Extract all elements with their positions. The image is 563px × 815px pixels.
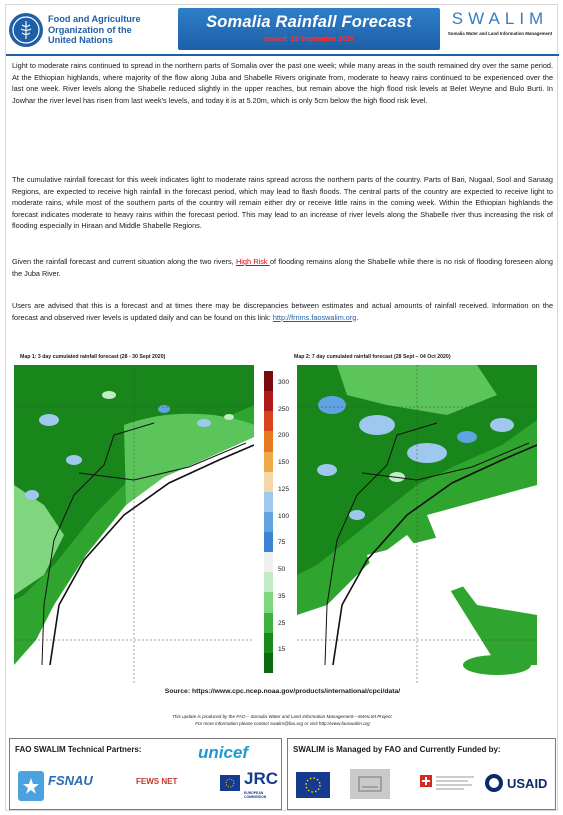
advisory-end: . <box>356 312 359 322</box>
colorbar-label: 200 <box>278 432 290 440</box>
colorbar-label: 100 <box>278 512 290 520</box>
map2-title: Map 2: 7 day cumulated rainfall forecast (28 Sept – 04 Oct 2020) <box>294 354 451 360</box>
colorbar-swatch <box>264 572 273 593</box>
partners-box <box>9 738 282 810</box>
colorbar-label: 150 <box>278 459 290 467</box>
colorbar-label: 125 <box>278 485 290 493</box>
colorbar-swatch <box>264 532 273 553</box>
colorbar-swatch <box>264 512 273 533</box>
fao-emblem-icon <box>9 13 43 47</box>
risk-text: Given the rainfall forecast and current situation along the two rivers, <box>12 257 236 266</box>
colorbar-swatch <box>264 653 273 674</box>
unicef-logo: unicef <box>198 743 249 762</box>
funder-seal-icon <box>350 769 390 799</box>
colorbar-swatch <box>264 431 273 452</box>
eu-flag-icon <box>296 772 330 798</box>
advisory-text: Users are advised that this is a forecast and at times there may be discrepancies between estimates and actual amounts of rainfall received. Information on the forecast and observed river levels is updated daily and can be found on this link: <box>12 301 553 322</box>
colorbar-swatch <box>264 492 273 513</box>
colorbar-label: 15 <box>278 646 286 654</box>
footnote-line: This update is produced by the FAO – Somalia Water and Land Information Management—SWALIM Project. <box>172 714 393 719</box>
fao-name-line: Organization of the <box>48 24 132 35</box>
usaid-seal-icon <box>484 773 504 793</box>
colorbar-swatch <box>264 452 273 473</box>
colorbar-swatch <box>264 472 273 493</box>
frrims-link[interactable]: http://frrims.faoswalim.org <box>272 312 357 322</box>
page-title: Somalia Rainfall Forecast <box>206 13 412 31</box>
fewsnet-logo: FEWS NET <box>136 777 178 786</box>
title-banner <box>178 8 440 50</box>
high-risk-label: High Risk <box>236 257 270 266</box>
swalim-subtitle: Somalia Water and Land Information Management <box>447 31 553 36</box>
colorbar-label: 25 <box>278 619 286 627</box>
somalia-emblem-icon <box>18 771 44 801</box>
header <box>6 5 559 55</box>
bulletin-page <box>5 4 558 811</box>
header-divider <box>6 54 559 56</box>
fao-name-line: Food and Agriculture <box>48 14 141 25</box>
fao-name-line: United Nations <box>48 35 113 46</box>
data-source: Source: https://www.cpc.ncep.noaa.gov/products/international/cpci/data/ <box>164 688 401 695</box>
colorbar-swatch <box>264 411 273 432</box>
paragraph-advisory <box>12 300 553 323</box>
map1-title: Map 1: 3 day cumulated rainfall forecast (28 - 30 Sept 2020) <box>20 354 166 360</box>
funders-box <box>287 738 556 810</box>
colorbar-swatch <box>264 371 273 392</box>
risk-text: of flooding remains along the Shabelle while there is no risk of flooding foreseen along the Juba River. <box>12 257 553 278</box>
swalim-wordmark: SWALIM <box>451 9 549 28</box>
paragraph-risk <box>12 256 553 279</box>
usaid-wordmark: USAID <box>507 775 548 791</box>
map2-graphic <box>297 365 537 685</box>
map1-graphic <box>14 365 254 685</box>
fao-logo <box>9 9 177 51</box>
footnote-line: For more information please contact swalim@fao.org or visit http://www.faoswalim.org <box>195 720 370 726</box>
swiss-cooperation-logo <box>418 769 478 799</box>
rainfall-map-7day <box>297 365 537 685</box>
jrc-subtitle: EUROPEAN COMMISSION <box>244 791 267 799</box>
swalim-logo <box>444 9 556 51</box>
colorbar-label: 35 <box>278 592 286 600</box>
paragraph-forecast: The cumulative rainfall forecast for this week indicates light to moderate rains spread across the northern parts of the country. Parts of Bari, Nugaal, Sool and Sanaag Regions, are expected to receive high rainfall in the forecast period, which may lead to flash floods. The central parts of the country are expected to receive light to moderate rains, while most of the southern parts of the country will remain either dry or receive little rains in the coming week. Within the Ethiopian highlands the forecast indicates moderate to heavy rains within the forecast period. This may lead to an increase of river levels along the Shabelle river thus increasing the risk of flooding especially in Hiraan and Middle Shabelle Regions. <box>12 175 553 231</box>
eu-flag-icon <box>220 775 240 791</box>
colorbar-label: 75 <box>278 539 286 547</box>
colorbar-label: 300 <box>278 379 290 386</box>
colorbar-swatch <box>264 552 273 573</box>
colorbar-swatch <box>264 391 273 412</box>
colorbar-label: 250 <box>278 405 290 413</box>
fsnau-logo: FSNAU <box>48 773 93 788</box>
issued-date: Issued: 28 September 2020 <box>264 36 354 43</box>
colorbar-swatch <box>264 592 273 613</box>
funders-title: SWALIM is Managed by FAO and Currently Funded by: <box>293 745 501 754</box>
rainfall-colorbar <box>264 371 298 673</box>
partners-title: FAO SWALIM Technical Partners: <box>15 745 142 754</box>
colorbar-label: 50 <box>278 566 286 574</box>
colorbar-swatch <box>264 613 273 634</box>
paragraph-situation: Light to moderate rains continued to spread in the northern parts of Somalia over the past one week; while many areas in the south remained dry over the same period. At the Ethiopian highlands, where majority of the flow along Juba and Shabelle Rivers originate from, moderate to heavy rains continued to be experienced over the last one week. River levels along the Shabelle reduced slightly in the upper reaches, but remain above the high flood risk levels at Belet Weyne and Bulo Burti. In Jowhar the river level has risen from last week's levels, and today it is at 5.20m, which is only 5cm below the high flood risk level. <box>12 61 553 105</box>
usaid-logo <box>484 773 547 793</box>
fao-name <box>48 14 141 46</box>
jrc-logo: JRC <box>244 769 279 788</box>
footnote <box>6 714 559 727</box>
colorbar-swatch <box>264 633 273 654</box>
rainfall-map-3day <box>14 365 254 685</box>
